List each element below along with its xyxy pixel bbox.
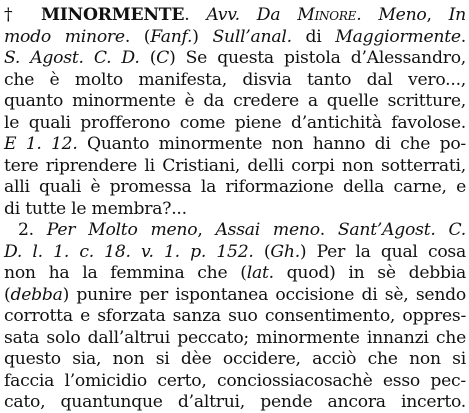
entry-line [4,370,466,392]
entry-line [4,327,466,349]
text-run: E 1. 12. [4,134,78,154]
text-run: , [426,5,449,25]
text-run: ( [139,48,157,68]
text-run: , [197,220,216,240]
text-run: faccia l’omicidio certo, conciossiacosachè esso pec- [4,370,466,391]
entry-line [4,391,466,413]
text-run: le quali profferono come piene d’antichità favolose. [4,112,466,133]
entry-line [4,133,466,155]
text-run: MINORMENTE [40,5,185,25]
text-run: Meno [378,5,427,25]
text-run: . ( [124,26,151,47]
entry-line [4,241,466,263]
text-run: S. Agost. C. D. [4,48,140,68]
text-run: Assai meno [215,220,320,240]
text-run: ) Per la qual cosa [299,241,467,262]
text-run: debba [10,284,63,305]
entry-line [4,69,466,91]
entry-line [4,305,466,327]
text-run: sata solo dall’altrui peccato; minormente innanzi che [4,327,466,348]
text-run: Per Molto meno [46,220,198,240]
entry-line [4,26,466,48]
entry-line [4,47,466,69]
text-run: modo minore [4,26,125,47]
text-run: che è molto manifesta, disvia tanto dal vero..., [4,69,466,90]
text-run: C [156,48,170,68]
text-run: ) punire per ispontanea occisione di sè, sendo [62,284,466,305]
text-run: . [460,26,466,47]
entry-line [4,176,466,198]
text-run: questo sia, non si dèe occidere, acciò che non si [4,349,466,369]
text-run: † [4,5,41,25]
text-run: Avv. Da [206,5,298,25]
entry-line [4,155,466,177]
text-run: . [184,5,207,25]
text-run: ( [253,241,271,262]
text-run: . [319,220,338,240]
text-run: Sant’Agost. C. [337,220,466,240]
entry-line [4,4,466,26]
text-run: ) Se questa pistola d’Alessandro, [169,48,467,68]
text-run: cato, quantunque d’altrui, pende ancora incerto. [4,392,466,412]
text-run: alli quali è promessa la riformazione della carne, e [4,177,466,197]
entry-line [4,112,466,134]
entry-line [4,284,466,306]
text-run: Minore [297,5,357,25]
text-run: Sull’anal. [212,26,292,47]
text-run: Quanto minormente non hanno di che po- [77,134,466,154]
text-run: Fanf. [150,26,193,47]
text-run: D. l. 1. c. 18. v. 1. p. 152. [4,241,254,262]
text-run: ( [4,284,11,305]
entry-line [4,198,466,220]
text-run: tere riprendere li Cristiani, delli corpi non sotterrati, [4,155,466,176]
text-run: In [448,5,466,25]
entry-line [4,219,466,241]
dictionary-entry [4,4,467,412]
text-run: di tutte le membra?... [4,198,187,219]
text-run: quod) in sè debbia [273,263,466,283]
text-run: non ha la femmina che ( [4,263,247,283]
text-run: lat. [246,263,274,283]
text-run: di [291,26,336,47]
text-run: ) [192,26,213,47]
text-run: quanto minormente è da credere a quelle scritture, [4,91,466,111]
entry-line [4,262,466,284]
text-run: 2. [18,220,47,240]
text-run: Gh. [270,241,300,262]
entry-line [4,90,466,112]
entry-line [4,348,466,370]
text-run: corrotta e sforzata sanza suo consentimento, oppres- [4,306,466,326]
text-run: Maggiormente [335,26,461,47]
text-run: . [356,5,379,25]
